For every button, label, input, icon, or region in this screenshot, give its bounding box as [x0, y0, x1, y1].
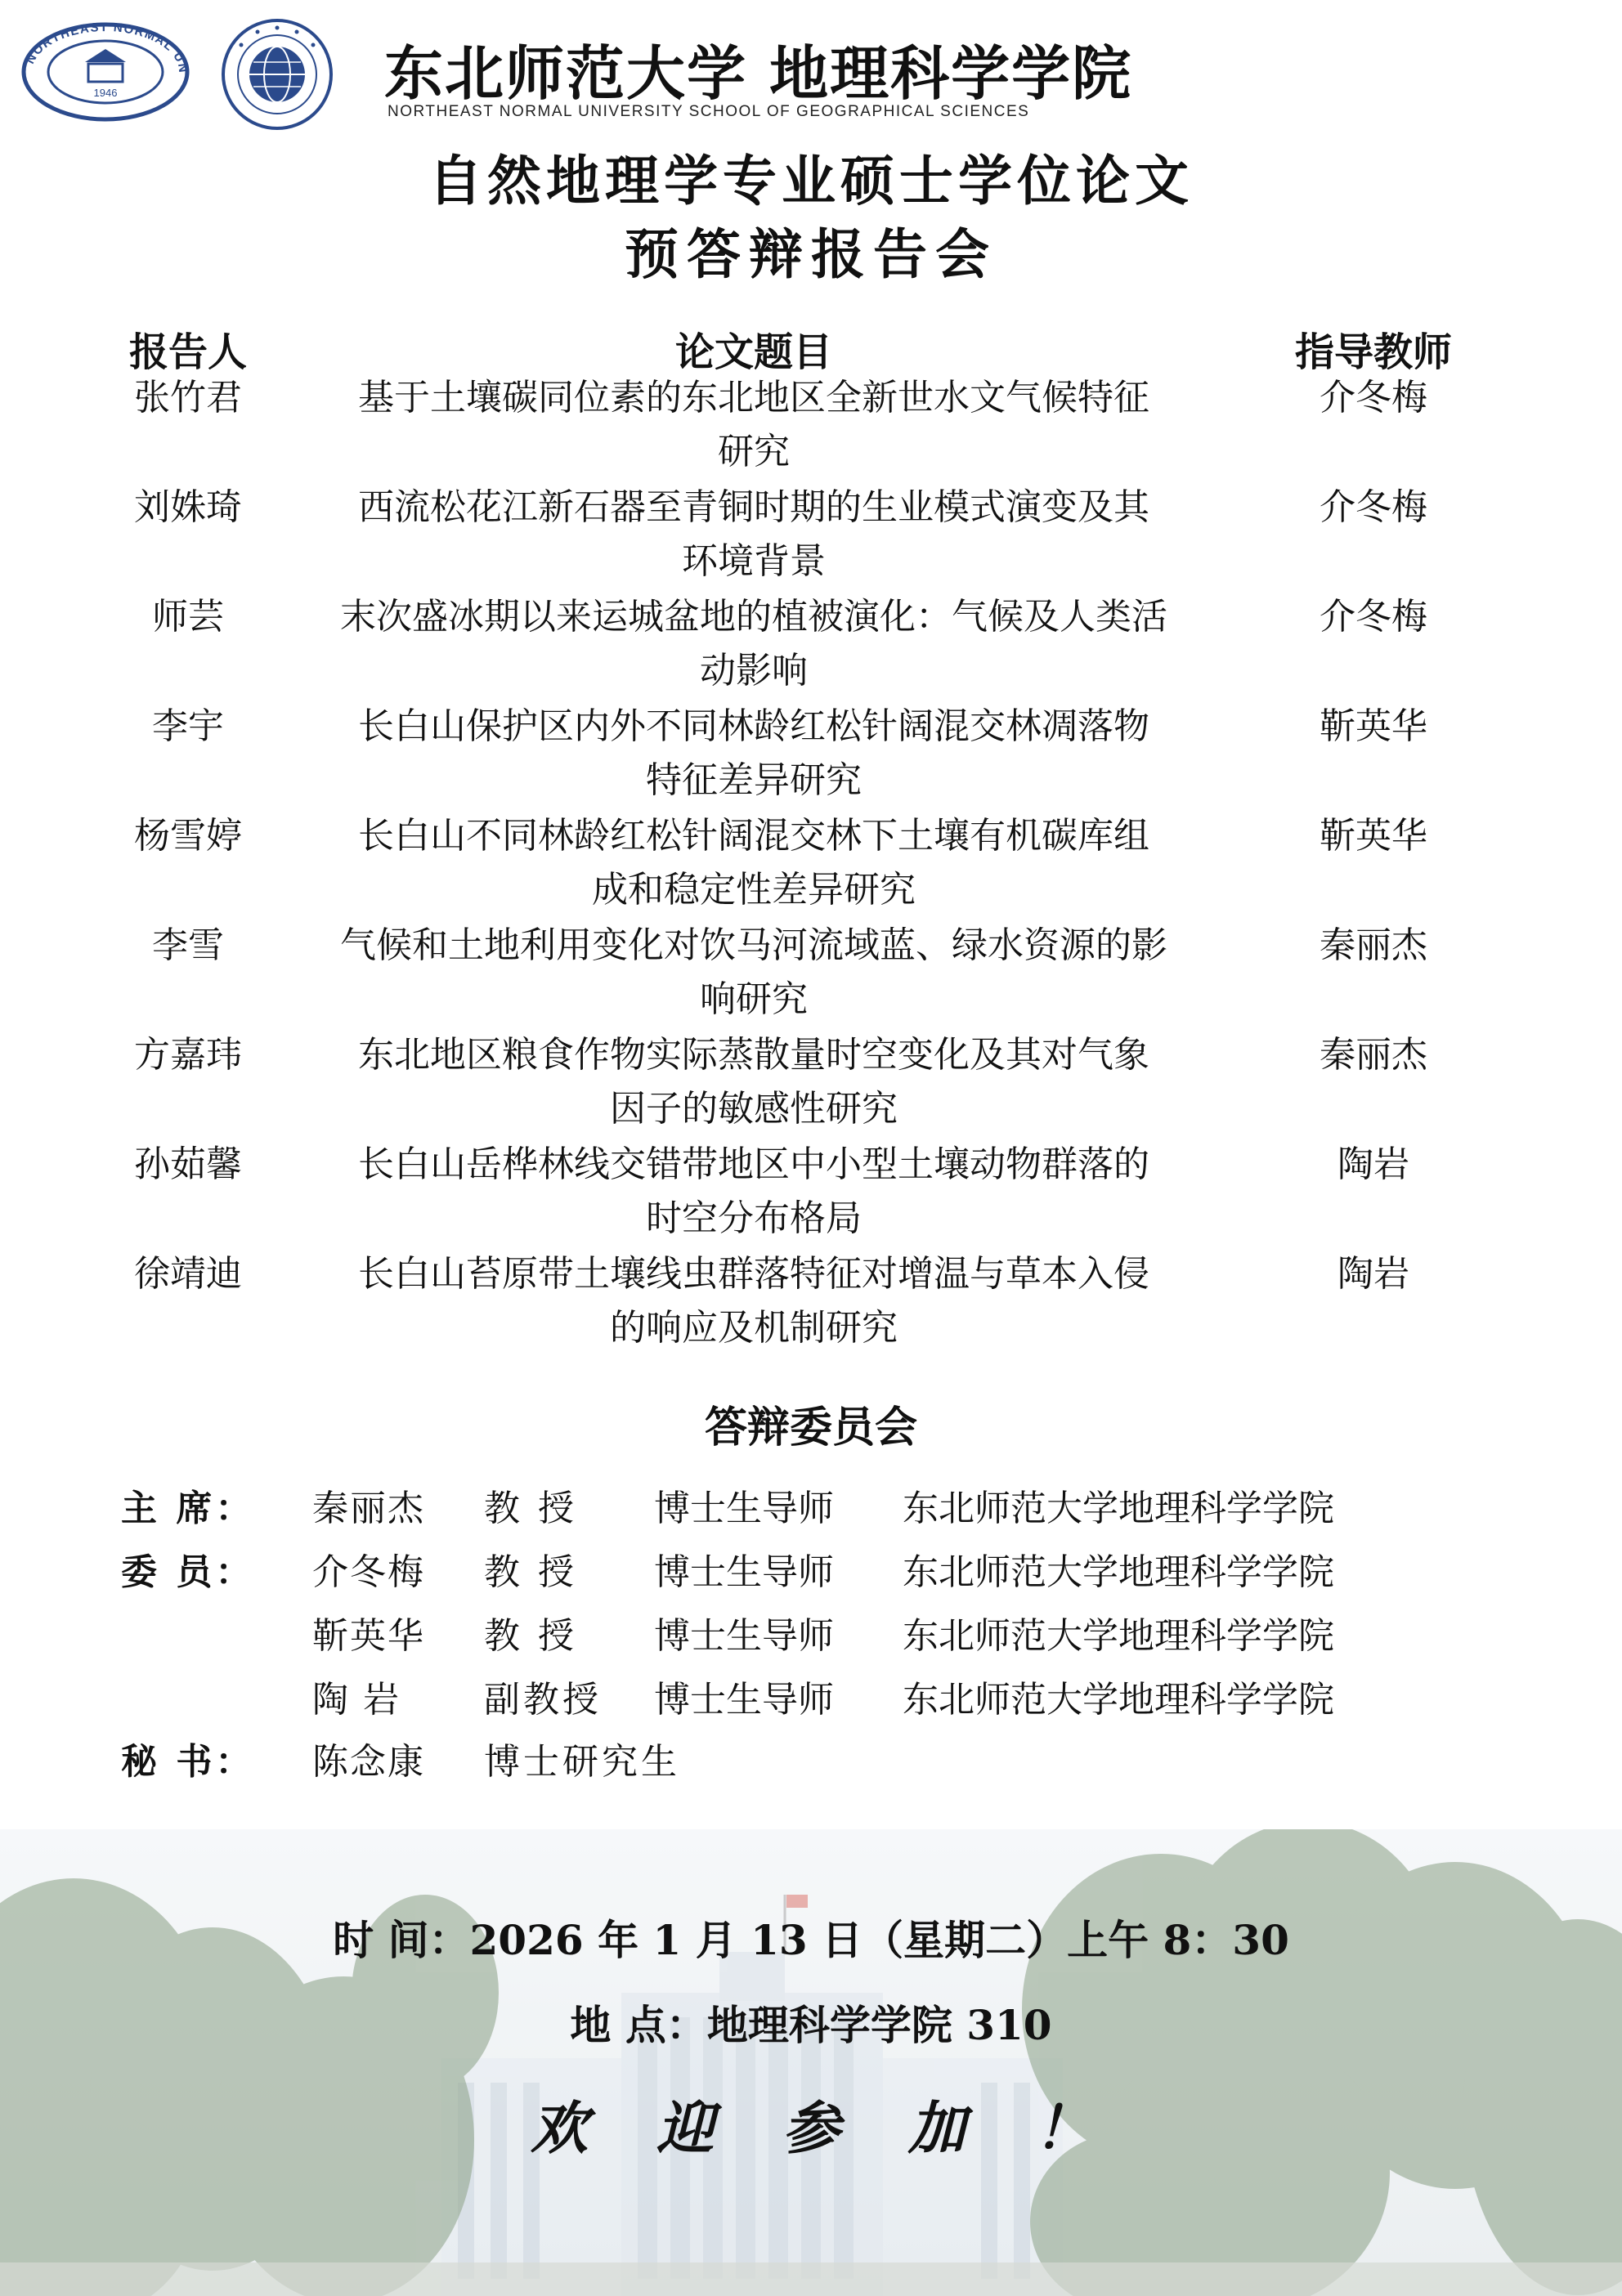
advisor-name: 陶岩: [1337, 1253, 1409, 1295]
topic-line: 动影响: [700, 650, 808, 691]
presenter-name: 刘姝琦: [134, 486, 242, 528]
committee-role: 秘 书：: [121, 1741, 255, 1783]
thesis-topic: [304, 700, 1203, 808]
committee-member-institution: 东北师范大学地理科学学院: [903, 1679, 1334, 1721]
committee-member-name: 陶 岩: [312, 1679, 401, 1721]
campus-trees-building-image: [0, 1829, 1622, 2296]
committee-member-degree: 博士生导师: [654, 1679, 834, 1721]
advisor-name: 靳英华: [1320, 705, 1427, 747]
advisor-name: 秦丽杰: [1320, 924, 1427, 966]
committee-member-title: 教 授: [484, 1488, 577, 1529]
document-subtitle: 预答辩报告会: [625, 222, 997, 286]
presenter-name: 孙茹馨: [134, 1144, 242, 1185]
globe-seal-icon: [219, 16, 335, 132]
table-row: [0, 919, 1622, 1028]
seal-ring-text: NORTHEAST NORMAL UN: [23, 21, 190, 75]
table-row: [0, 700, 1622, 809]
committee-title: 答辩委员会: [704, 1403, 917, 1452]
topic-line: 末次盛冰期以来运城盆地的植被演化：气候及人类活: [340, 596, 1167, 638]
topic-line: 长白山苔原带土壤线虫群落特征对增温与草本入侵: [358, 1253, 1149, 1295]
committee-member-degree: 博士生导师: [654, 1488, 834, 1529]
topic-line: 基于土壤碳同位素的东北地区全新世水文气候特征: [358, 377, 1149, 418]
event-time: 时 间：2026 年 1 月 13 日（星期二）上午 8：30: [333, 1916, 1289, 1964]
school-brand-english: NORTHEAST NORMAL UNIVERSITY SCHOOL OF GEOGRAPHICAL SCIENCES: [388, 103, 1030, 120]
table-row: [0, 1247, 1622, 1357]
table-row: [0, 1138, 1622, 1247]
committee-row: [0, 1479, 1622, 1538]
thesis-topic: [304, 919, 1203, 1027]
column-header-advisor: 指导教师: [1294, 329, 1452, 375]
committee-row: [0, 1607, 1622, 1666]
committee-member-degree: 博士生导师: [654, 1551, 834, 1593]
table-row: [0, 1028, 1622, 1138]
thesis-topic: [304, 1138, 1203, 1246]
topic-line: 成和稳定性差异研究: [592, 869, 916, 911]
topic-line: 长白山不同林龄红松针阔混交林下土壤有机碳库组: [358, 815, 1149, 857]
presenter-name: 杨雪婷: [134, 815, 242, 857]
advisor-name: 陶岩: [1337, 1144, 1409, 1185]
committee-member-name: 秦丽杰: [312, 1488, 425, 1529]
welcome-message: 欢迎参加！: [531, 2094, 1160, 2162]
advisor-name: 秦丽杰: [1320, 1034, 1427, 1076]
committee-member-title: 副教授: [484, 1679, 602, 1721]
column-header-presenter: 报告人: [128, 329, 247, 375]
presenter-name: 徐靖迪: [134, 1253, 242, 1295]
committee-member-institution: 东北师范大学地理科学学院: [903, 1488, 1334, 1529]
thesis-topic: [304, 371, 1203, 479]
committee-row: [0, 1733, 1622, 1792]
table-row: [0, 809, 1622, 919]
topic-line: 长白山保护区内外不同林龄红松针阔混交林凋落物: [358, 705, 1149, 747]
advisor-name: 介冬梅: [1320, 377, 1427, 418]
university-seal-icon: [20, 21, 191, 123]
thesis-topic: [304, 590, 1203, 698]
committee-role: 主 席：: [121, 1488, 255, 1529]
committee-member-degree: 博士生导师: [654, 1615, 834, 1657]
topic-line: 长白山岳桦林线交错带地区中小型土壤动物群落的: [358, 1144, 1149, 1185]
topic-line: 西流松花江新石器至青铜时期的生业模式演变及其: [358, 486, 1149, 528]
committee-member-title: 教 授: [484, 1615, 577, 1657]
document-title: 自然地理学专业硕士学位论文: [428, 149, 1194, 213]
thesis-topic: [304, 481, 1203, 589]
column-header-topic: 论文题目: [674, 329, 832, 375]
committee-member-title: 教 授: [484, 1551, 577, 1593]
presenter-name: 张竹君: [134, 377, 242, 418]
topic-line: 研究: [718, 431, 790, 472]
presenter-name: 方嘉玮: [134, 1034, 242, 1076]
committee-role: 委 员：: [121, 1551, 255, 1593]
topic-line: 的响应及机制研究: [610, 1307, 898, 1349]
committee-row: [0, 1543, 1622, 1602]
committee-member-name: 陈念康: [312, 1741, 425, 1783]
topic-line: 时空分布格局: [646, 1197, 862, 1239]
thesis-topic: [304, 1028, 1203, 1136]
thesis-topic: [304, 809, 1203, 917]
table-row: [0, 590, 1622, 700]
presenter-name: 李宇: [152, 705, 224, 747]
seal-year: 1946: [93, 87, 118, 99]
topic-line: 因子的敏感性研究: [610, 1088, 898, 1130]
topic-line: 环境背景: [682, 540, 826, 582]
topic-line: 响研究: [700, 978, 808, 1020]
school-brand-chinese: 东北师范大学 地理科学学院: [384, 38, 1133, 108]
committee-row: [0, 1671, 1622, 1730]
advisor-name: 介冬梅: [1320, 486, 1427, 528]
thesis-topic: [304, 1247, 1203, 1355]
presenter-name: 李雪: [152, 924, 224, 966]
university-seal-logo: [20, 21, 191, 123]
geography-school-seal-logo: [219, 16, 335, 132]
table-row: [0, 371, 1622, 481]
advisor-name: 介冬梅: [1320, 596, 1427, 638]
table-row: [0, 481, 1622, 590]
topic-line: 气候和土地利用变化对饮马河流域蓝、绿水资源的影: [340, 924, 1167, 966]
advisor-name: 靳英华: [1320, 815, 1427, 857]
committee-member-name: 介冬梅: [312, 1551, 425, 1593]
topic-line: 东北地区粮食作物实际蒸散量时空变化及其对气象: [358, 1034, 1149, 1076]
committee-member-name: 靳英华: [312, 1615, 425, 1657]
presenter-name: 师芸: [152, 596, 224, 638]
event-location: 地 点：地理科学学院 310: [570, 2001, 1052, 2049]
topic-line: 特征差异研究: [646, 759, 862, 801]
committee-member-institution: 东北师范大学地理科学学院: [903, 1615, 1334, 1657]
campus-photo-banner: [0, 1829, 1622, 2296]
committee-member-title: 博士研究生: [484, 1741, 680, 1783]
committee-member-institution: 东北师范大学地理科学学院: [903, 1551, 1334, 1593]
